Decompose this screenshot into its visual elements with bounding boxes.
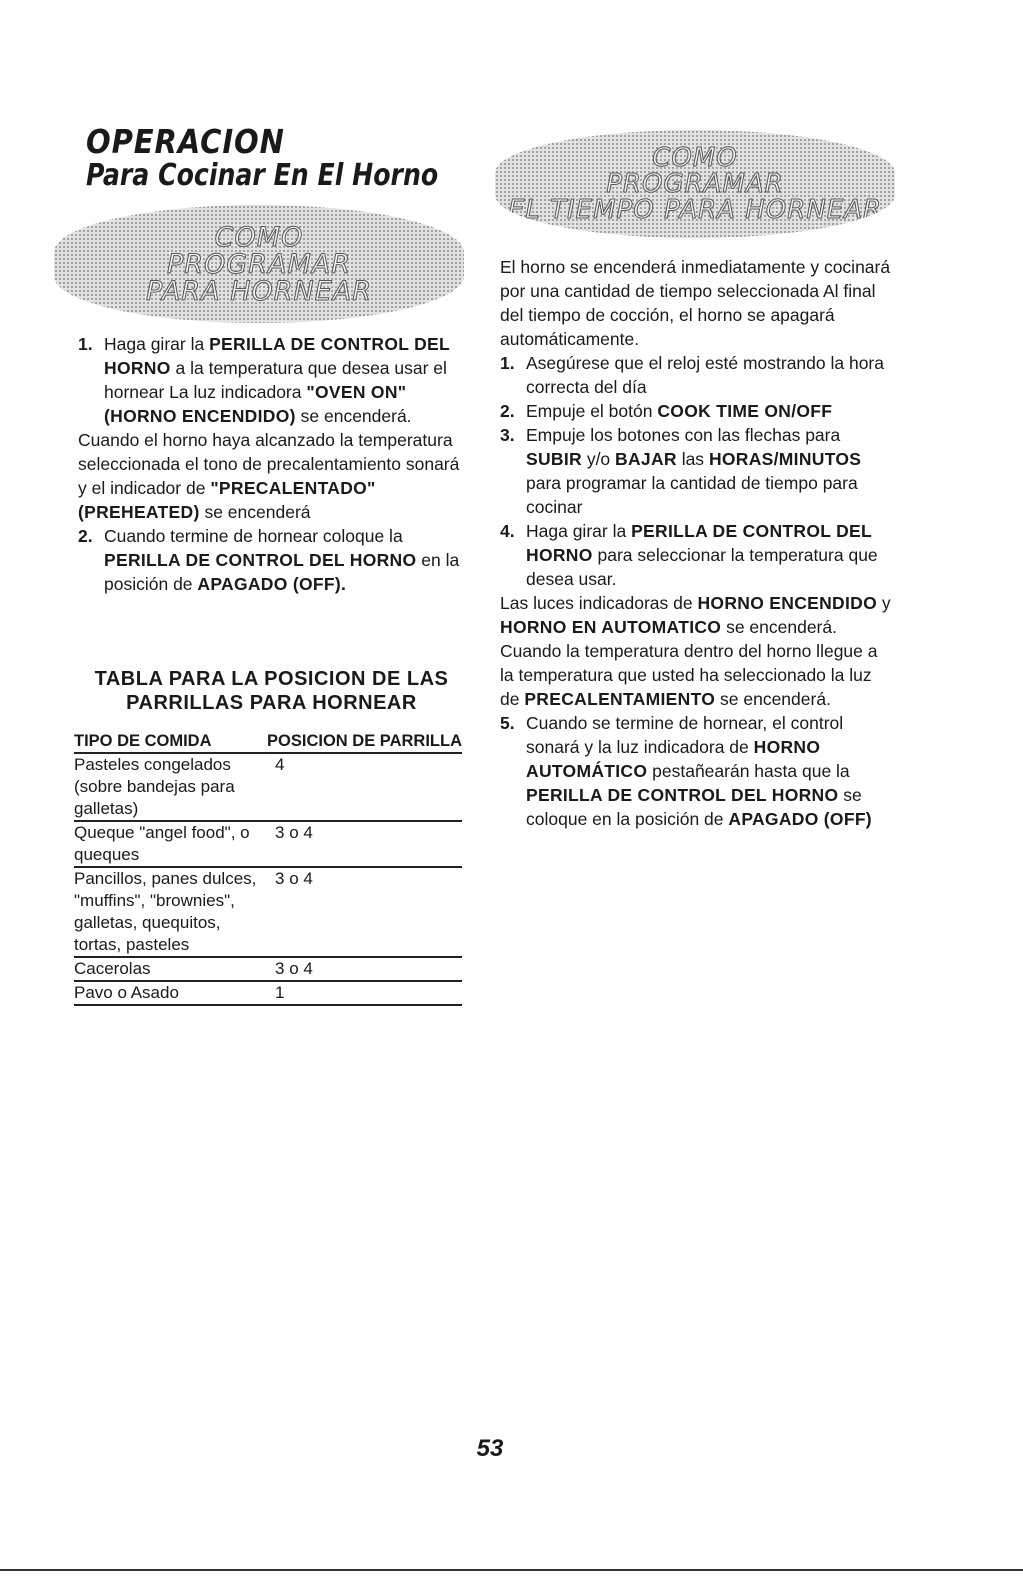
rack-position-table	[74, 730, 462, 1006]
step-text: Empuje los botones con las flechas para SUBIR y/o BAJAR las HORAS/MINUTOS para programar la cantidad de tiempo para cocinar	[526, 425, 862, 517]
banner-line: PROGRAMAR	[167, 248, 351, 280]
step-number: 1.	[500, 353, 515, 373]
intro-paragraph: El horno se encenderá inmediatamente y cocinará por una cantidad de tiempo seleccionada Al final del tiempo de cocción, el horno se apagará automáticamente.	[500, 257, 891, 349]
column-header-food: TIPO DE COMIDA	[74, 730, 267, 753]
position-cell: 3 o 4	[267, 957, 462, 981]
banner-line: COMO	[652, 143, 738, 173]
banner-como-programar-hornear	[54, 205, 464, 323]
banner-como-programar-tiempo	[495, 130, 895, 238]
step-1	[500, 351, 895, 399]
food-cell: Pancillos, panes dulces, "muffins", "brownies", galletas, quequitos, tortas, pasteles	[74, 867, 267, 957]
food-cell: Cacerolas	[74, 957, 267, 981]
banner-line: PARA HORNEAR	[145, 275, 373, 307]
step-number: 3.	[500, 425, 515, 445]
position-cell: 3 o 4	[267, 821, 462, 867]
step-5	[500, 711, 895, 831]
position-cell: 3 o 4	[267, 867, 462, 957]
position-cell: 4	[267, 753, 462, 821]
step-text: Haga girar la PERILLA DE CONTROL DEL HORNO a la temperatura que desea usar el hornear La luz indicadora "OVEN ON" (HORNO ENCENDIDO) se encenderá.	[104, 334, 450, 426]
step-number: 5.	[500, 713, 515, 733]
step-4-paragraph: Las luces indicadoras de HORNO ENCENDIDO y HORNO EN AUTOMATICO se encenderá. Cuando la temperatura dentro del horno llegue a la temperatura que usted ha seleccionado la luz de PRECALENTAMIENTO se encenderá.	[500, 593, 891, 709]
step-text: Haga girar la PERILLA DE CONTROL DEL HORNO para seleccionar la temperatura que desea usar.	[526, 521, 878, 589]
step-text: Cuando termine de hornear coloque la PERILLA DE CONTROL DEL HORNO en la posición de APAGADO (OFF).	[104, 526, 460, 594]
page-number: 53	[476, 1435, 504, 1462]
table-row	[74, 753, 462, 821]
section-title: OPERACION	[86, 122, 285, 161]
step-1	[78, 332, 468, 428]
table-row	[74, 981, 462, 1005]
step-number: 2.	[500, 401, 515, 421]
table-title: TABLA PARA LA POSICION DE LAS PARRILLAS PARA HORNEAR	[94, 668, 449, 714]
banner-line: PROGRAMAR	[606, 169, 784, 199]
step-number: 1.	[78, 334, 93, 354]
left-column	[78, 332, 468, 596]
table-row	[74, 957, 462, 981]
step-text: Cuando se termine de hornear, el control sonará y la luz indicadora de HORNO AUTOMÁTICO pestañearán hasta que la PERILLA DE CONTROL DEL HORNO se coloque en la posición de APAGADO (OFF)	[526, 713, 872, 829]
step-2	[78, 524, 468, 596]
column-header-position: POSICION DE PARRILLA	[267, 730, 462, 753]
food-cell: Pasteles congelados (sobre bandejas para galletas)	[74, 753, 267, 821]
step-text: Asegúrese que el reloj esté mostrando la hora correcta del día	[526, 353, 884, 397]
banner-line: EL TIEMPO PARA HORNEAR	[507, 195, 883, 225]
step-number: 4.	[500, 521, 515, 541]
section-subtitle: Para Cocinar En El Horno	[86, 158, 439, 193]
step-2	[500, 399, 895, 423]
bottom-divider	[0, 1569, 1023, 1571]
banner-line: COMO	[214, 221, 304, 253]
food-cell: Queque "angel food", o queques	[74, 821, 267, 867]
step-1-paragraph: Cuando el horno haya alcanzado la temperatura seleccionada el tono de precalentamiento sonará y el indicador de "PRECALENTADO" (PREHEATED) se encenderá	[78, 430, 460, 522]
table-row	[74, 867, 462, 957]
step-4	[500, 519, 895, 591]
right-column	[500, 255, 895, 831]
position-cell: 1	[267, 981, 462, 1005]
step-3	[500, 423, 895, 519]
step-text: Empuje el botón COOK TIME ON/OFF	[526, 401, 833, 421]
step-number: 2.	[78, 526, 93, 546]
food-cell: Pavo o Asado	[74, 981, 267, 1005]
table-row	[74, 821, 462, 867]
